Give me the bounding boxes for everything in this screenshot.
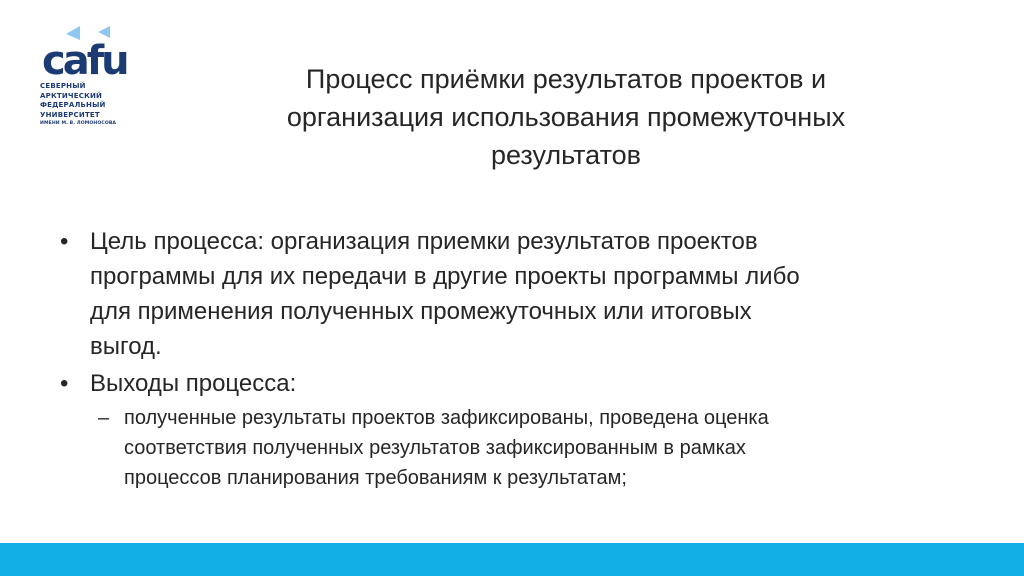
logo-line-small: ИМЕНИ М. В. ЛОМОНОСОВА (40, 121, 117, 126)
sub-bullet-text-line: процессов планирования требованиям к результатам; (124, 467, 627, 489)
sub-bullet-text-line: соответствия полученных результатов зафиксированным в рамках (124, 437, 746, 459)
bullet-item-goal (58, 224, 958, 364)
slide-title (236, 60, 896, 174)
sub-bullet-item (58, 403, 958, 493)
title-line: Процесс приёмки результатов проектов и (305, 64, 827, 94)
bullet-marker: • (60, 370, 69, 397)
sub-bullet-marker: – (98, 407, 110, 429)
footer-band (0, 543, 1024, 576)
logo-line: СЕВЕРНЫЙ (40, 82, 86, 90)
bullet-text-line: Выходы процесса: (90, 370, 297, 397)
bullet-text-line: программы для их передачи в другие проекты программы либо (90, 263, 800, 290)
title-line: результатов (490, 140, 642, 170)
logo-wordmark-graphic (40, 26, 152, 82)
bullet-item-outputs (58, 366, 958, 401)
bullet-text-line: выгод. (90, 333, 162, 360)
logo-line: АРКТИЧЕСКИЙ (40, 91, 103, 100)
logo-line: УНИВЕРСИТЕТ (40, 110, 100, 119)
sub-bullet-text-line: полученные результаты проектов зафиксированы, проведена оценка (124, 407, 769, 429)
logo-line: ФЕДЕРАЛЬНЫЙ (40, 101, 106, 109)
slide-body (58, 224, 958, 493)
logo-wordmark: cafu (42, 38, 127, 82)
logo-text-block (40, 82, 150, 128)
title-line: организация использования промежуточных (286, 102, 846, 132)
bullet-text-line: для применения полученных промежуточных или итоговых (90, 298, 752, 325)
bullet-text-line: Цель процесса: организация приемки результатов проектов (90, 228, 758, 255)
bullet-marker: • (60, 228, 69, 255)
